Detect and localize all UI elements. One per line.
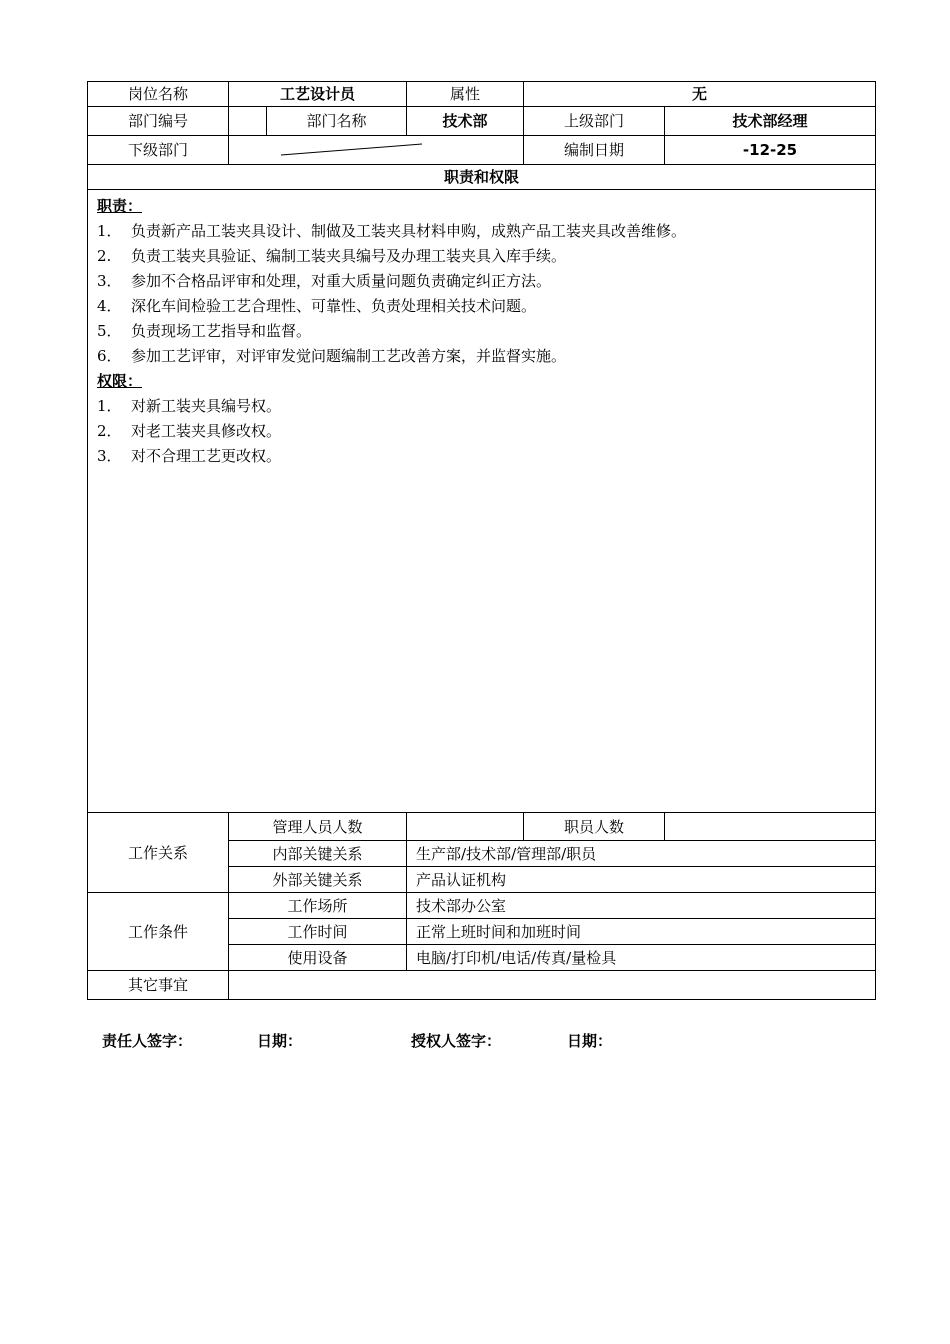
duties-label: 职责： — [97, 197, 143, 215]
slash-line — [229, 136, 519, 164]
list-item-text: 负责工装夹具验证、编制工装夹具编号及办理工装夹具入库手续。 — [131, 247, 567, 265]
list-item — [97, 244, 866, 269]
subordinate-value — [229, 136, 524, 165]
list-item-text: 对不合理工艺更改权。 — [131, 447, 282, 465]
relations-label: 工作关系 — [88, 813, 229, 893]
post-name-value: 工艺设计员 — [229, 82, 407, 107]
place-label: 工作场所 — [229, 893, 407, 919]
list-item-number: 1． — [97, 397, 122, 415]
conditions-label: 工作条件 — [88, 893, 229, 971]
list-item — [97, 319, 866, 344]
list-item-number: 2. — [97, 247, 112, 265]
row-place — [88, 893, 876, 919]
internal-value: 生产部/技术部/管理部/职员 — [407, 841, 876, 867]
managers-label: 管理人员人数 — [229, 813, 407, 841]
list-item-text: 参加工艺评审，对评审发觉问题编制工艺改善方案，并监督实施。 — [131, 347, 567, 365]
duties-list — [97, 219, 866, 369]
row-managers — [88, 813, 876, 841]
date-value: -12-25 — [665, 136, 876, 165]
place-value: 技术部办公室 — [407, 893, 876, 919]
list-item-number: 2． — [97, 422, 122, 440]
list-item-text: 负责现场工艺指导和监督。 — [131, 322, 312, 340]
list-item-number: 4． — [97, 297, 122, 315]
list-item — [97, 294, 866, 319]
row-other — [88, 971, 876, 1000]
responsible-signature-label: 责任人签字： — [102, 1032, 193, 1050]
time-label: 工作时间 — [229, 919, 407, 945]
post-name-label: 岗位名称 — [88, 82, 229, 107]
list-item — [97, 219, 866, 244]
list-item-number: 1． — [97, 222, 122, 240]
list-item — [97, 444, 866, 469]
date-label: 编制日期 — [524, 136, 665, 165]
list-item — [97, 394, 866, 419]
dept-code-label: 部门编号 — [88, 107, 229, 136]
superior-value: 技术部经理 — [665, 107, 876, 136]
equipment-label: 使用设备 — [229, 945, 407, 971]
staff-value — [665, 813, 876, 841]
external-label: 外部关键关系 — [229, 867, 407, 893]
attribute-value: 无 — [524, 82, 876, 107]
list-item-text: 参加不合格品评审和处理，对重大质量问题负责确定纠正方法。 — [131, 272, 552, 290]
rights-label: 权限： — [97, 372, 143, 390]
list-item — [97, 419, 866, 444]
list-item-number: 6． — [97, 347, 122, 365]
list-item-text: 对老工装夹具修改权。 — [131, 422, 282, 440]
authorizer-signature-label: 授权人签字： — [411, 1032, 502, 1050]
row-post-name — [88, 82, 876, 107]
attribute-label: 属性 — [407, 82, 524, 107]
list-item-number: 5． — [97, 322, 122, 340]
other-value — [229, 971, 876, 1000]
external-value: 产品认证机构 — [407, 867, 876, 893]
list-item-text: 对新工装夹具编号权。 — [131, 397, 282, 415]
duties-content — [88, 190, 876, 813]
row-section-title — [88, 165, 876, 190]
equipment-value: 电脑/打印机/电话/传真/量检具 — [407, 945, 876, 971]
dept-name-label: 部门名称 — [267, 107, 407, 136]
list-item-text: 深化车间检验工艺合理性、可靠性、负责处理相关技术问题。 — [131, 297, 537, 315]
list-item-number: 3． — [97, 272, 122, 290]
internal-label: 内部关键关系 — [229, 841, 407, 867]
superior-label: 上级部门 — [524, 107, 665, 136]
date1-label: 日期： — [257, 1032, 303, 1050]
list-item — [97, 344, 866, 369]
list-item — [97, 269, 866, 294]
duties-section-title: 职责和权限 — [88, 165, 876, 190]
row-subordinate — [88, 136, 876, 165]
subordinate-label: 下级部门 — [88, 136, 229, 165]
row-dept — [88, 107, 876, 136]
list-item-number: 3． — [97, 447, 122, 465]
dept-code-value — [229, 107, 267, 136]
other-label: 其它事宜 — [88, 971, 229, 1000]
dept-name-value: 技术部 — [407, 107, 524, 136]
staff-label: 职员人数 — [524, 813, 665, 841]
list-item-text: 负责新产品工装夹具设计、制做及工装夹具材料申购，成熟产品工装夹具改善维修。 — [131, 222, 687, 240]
row-duties — [88, 190, 876, 813]
rights-list — [97, 394, 866, 469]
job-description-table — [87, 81, 876, 1000]
date2-label: 日期： — [567, 1032, 613, 1050]
managers-value — [407, 813, 524, 841]
time-value: 正常上班时间和加班时间 — [407, 919, 876, 945]
